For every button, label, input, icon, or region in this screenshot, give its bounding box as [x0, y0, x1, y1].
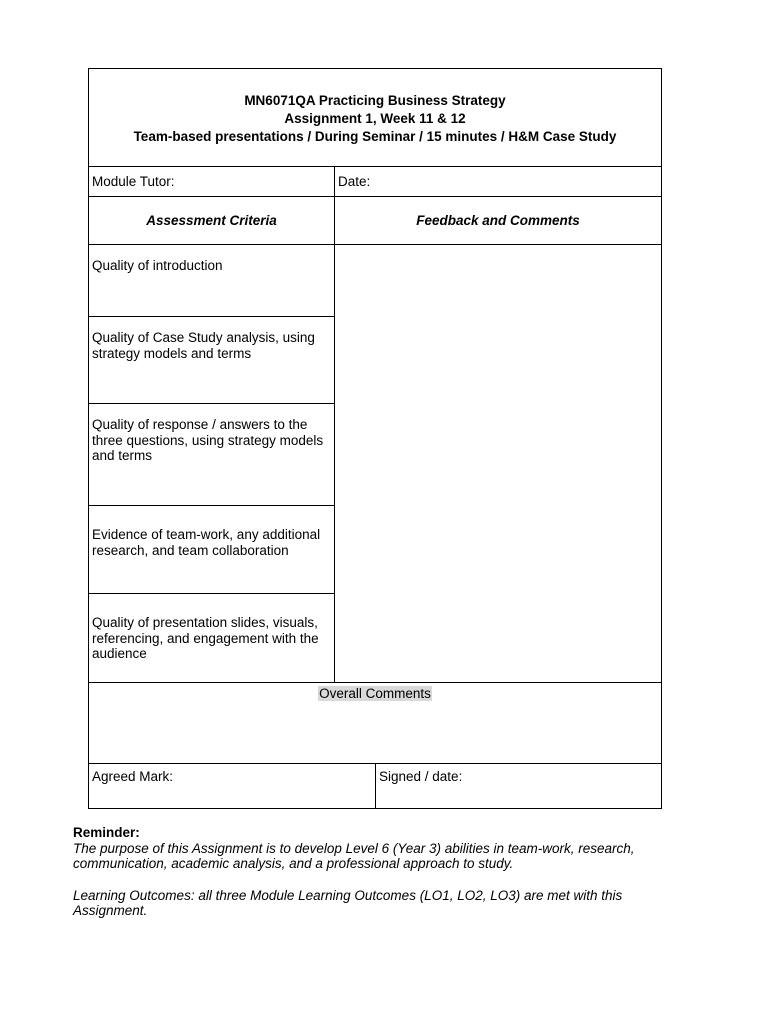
criterion-case-study-analysis: Quality of Case Study analysis, using strategy models and terms: [92, 330, 315, 361]
reminder-notes: [73, 825, 693, 919]
date-label: Date:: [338, 174, 371, 189]
assignment-subtitle: Team-based presentations / During Seminar / 15 minutes / H&M Case Study: [133, 129, 617, 144]
reminder-title: Reminder:: [73, 825, 140, 840]
feedback-area[interactable]: [335, 245, 661, 682]
overall-comments-label: [89, 686, 661, 702]
divider: [89, 593, 334, 594]
agreed-mark-label: Agreed Mark:: [92, 769, 174, 784]
module-title: MN6071QA Practicing Business Strategy: [244, 93, 506, 108]
divider: [89, 403, 334, 404]
criterion-presentation-slides: Quality of presentation slides, visuals, referencing, and engagement with the audience: [92, 615, 319, 661]
overall-comments-text: Overall Comments: [319, 686, 431, 701]
module-tutor-label: Module Tutor:: [92, 174, 175, 189]
criterion-response-answers: Quality of response / answers to the three questions, using strategy models and terms: [92, 417, 324, 463]
assessment-criteria-header: Assessment Criteria: [146, 213, 277, 228]
learning-outcomes-text: Learning Outcomes: all three Module Learning Outcomes (LO1, LO2, LO3) are met with this Assignment.: [73, 887, 623, 918]
signed-date-label: Signed / date:: [379, 769, 463, 784]
divider: [89, 196, 661, 197]
divider: [89, 316, 334, 317]
assessment-form: [88, 68, 662, 809]
divider: [89, 505, 334, 506]
reminder-text: The purpose of this Assignment is to develop Level 6 (Year 3) abilities in team-work, research, communication, academic analysis, and a professional approach to study.: [73, 840, 635, 871]
column-divider: [375, 763, 376, 808]
form-title: [89, 69, 661, 167]
assignment-title: Assignment 1, Week 11 & 12: [284, 111, 466, 126]
divider: [89, 166, 661, 167]
overall-comments-area[interactable]: [89, 705, 661, 763]
criterion-team-work: Evidence of team-work, any additional research, and team collaboration: [92, 527, 321, 558]
feedback-header: Feedback and Comments: [416, 213, 580, 228]
criterion-introduction: Quality of introduction: [92, 258, 223, 273]
divider: [89, 682, 661, 683]
